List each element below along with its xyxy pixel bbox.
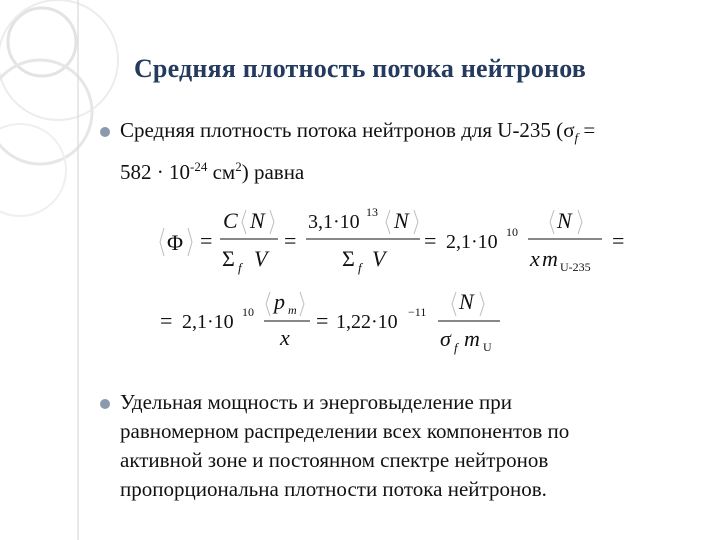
frac4-p-brackets: [266, 292, 304, 316]
frac5-U: U: [483, 340, 492, 354]
coef-1-22: 1,22·10: [336, 311, 398, 333]
frac5-sigma: σ: [440, 326, 451, 351]
coef-2-1-row2: 2,1·10: [182, 311, 234, 333]
frac1-f: f: [238, 260, 242, 275]
phi-symbol: Φ: [167, 230, 184, 255]
bullet-text-1: [120, 116, 680, 187]
frac3-x: x: [530, 246, 540, 271]
equals-2: =: [284, 228, 297, 253]
frac3-U235: U-235: [560, 260, 591, 274]
slide-title: Средняя плотность потока нейтронов: [133, 54, 587, 83]
equals-6: =: [316, 308, 329, 333]
bullet1-unit: см: [207, 160, 236, 185]
bullet2-line-4: пропорциональна плотности потока нейтронов.: [120, 477, 547, 501]
frac5-N: N: [459, 289, 474, 314]
coef-1-22-exp: −11: [408, 305, 427, 319]
frac5-m: m: [464, 326, 480, 351]
bullet1-equals: =: [578, 118, 596, 142]
frac1-N: N: [250, 208, 265, 233]
frac3-N: N: [557, 208, 572, 233]
bullet1-number: 582 · 10: [120, 160, 190, 185]
decor-circle-4: [0, 124, 66, 216]
bullet2-line-2: равномерном распределении всех компонентов по: [120, 419, 570, 443]
bullet1-unit-exponent: 2: [235, 159, 242, 175]
frac1-Sigma: Σ: [222, 246, 235, 271]
bullet2-line-3: активной зоне и постоянном спектре нейтронов: [120, 448, 549, 472]
frac1-V: V: [254, 246, 268, 271]
bullet2-line-1: Удельная мощность и энерговыделение при: [120, 390, 513, 414]
bullet1-exponent: -24: [190, 159, 208, 175]
frac5-f: f: [454, 340, 458, 355]
frac4-x: x: [280, 325, 290, 350]
frac1-C: C: [223, 208, 238, 233]
equals-4: =: [612, 228, 625, 253]
coef-2-1-exp: 10: [506, 225, 518, 239]
sigma-subscript: f: [574, 130, 579, 146]
frac2-f: f: [358, 260, 362, 275]
equals-5: =: [160, 308, 173, 333]
frac2-V: V: [372, 246, 386, 271]
bullet1-tail: ) равна: [241, 160, 305, 185]
bullet-marker-1: [100, 127, 110, 137]
bullet1-line1: Средняя плотность потока нейтронов для U-235 (: [120, 118, 564, 142]
frac2-N: N: [394, 208, 409, 233]
frac2-coef: 3,1·10: [308, 211, 360, 233]
bullet-marker-2: [100, 399, 110, 409]
frac3-m: m: [542, 246, 558, 271]
equals-1: =: [200, 228, 213, 253]
coef-2-1-row2-exp: 10: [242, 305, 254, 319]
sigma-symbol: σ: [563, 118, 575, 142]
frac2-exp: 13: [366, 205, 378, 219]
bullet-text-2: [120, 388, 690, 504]
frac2-Sigma: Σ: [342, 246, 355, 271]
equals-3: =: [424, 228, 437, 253]
flux-formula: [150, 196, 650, 366]
frac4-p-sub: m: [288, 303, 297, 317]
frac4-p: p: [274, 289, 285, 314]
coef-2-1: 2,1·10: [446, 231, 498, 253]
